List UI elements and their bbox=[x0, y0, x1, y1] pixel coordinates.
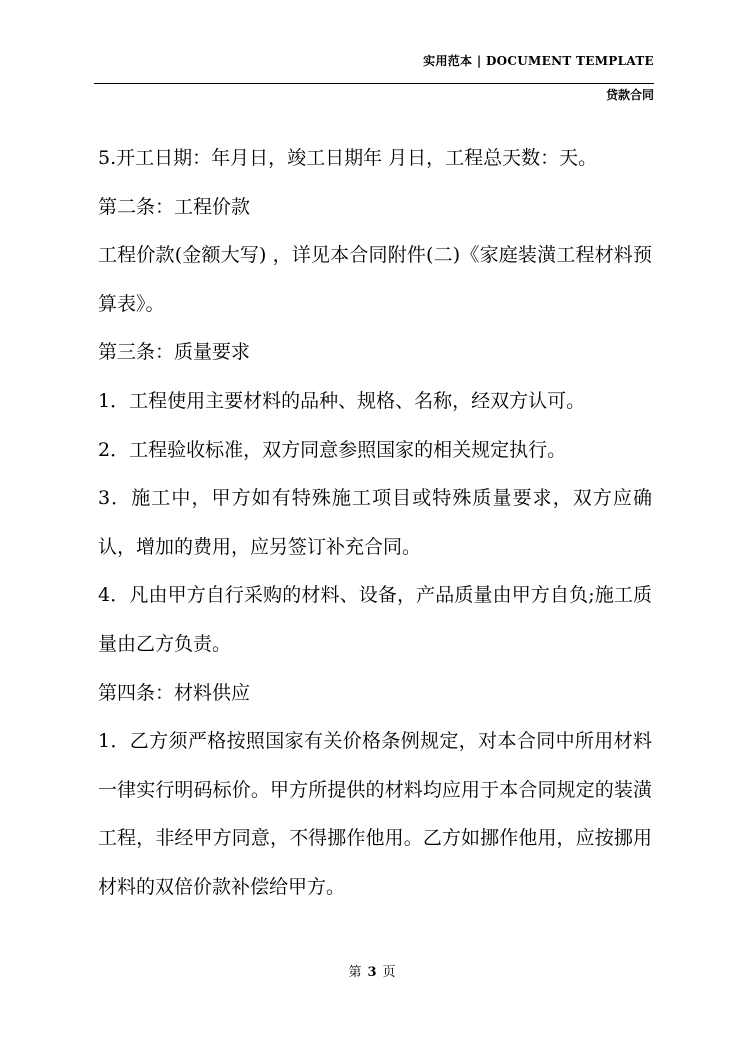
section-heading-price: 第二条：工程价款 bbox=[98, 195, 251, 218]
paragraph-start-date: 5.开工日期：年月日，竣工日期年 月日，工程总天数：天。 bbox=[98, 147, 598, 169]
paragraph-quality-2: 2．工程验收标准，双方同意参照国家的相关规定执行。 bbox=[98, 438, 567, 461]
page-number-prefix: 第 bbox=[348, 965, 362, 980]
paragraph-price: 工程价款(金额大写) ，详见本合同附件(二)《家庭装潢工程材料预算表》。 bbox=[98, 244, 652, 315]
page-number: 3 bbox=[367, 965, 377, 980]
paragraph-quality-1: 1．工程使用主要材料的品种、规格、名称，经双方认可。 bbox=[98, 389, 586, 412]
page-header bbox=[94, 40, 654, 120]
section-heading-materials: 第四条：材料供应 bbox=[98, 681, 251, 704]
page-footer bbox=[0, 961, 744, 980]
paragraph-quality-3: 3．施工中，甲方如有特殊施工项目或特殊质量要求，双方应确认，增加的费用，应另签订补充合同。 bbox=[98, 487, 652, 558]
paragraph-quality-4: 4．凡由甲方自行采购的材料、设备，产品质量由甲方自负;施工质量由乙方负责。 bbox=[98, 584, 652, 655]
header-subtitle: 贷款合同 bbox=[605, 88, 654, 102]
header-divider bbox=[94, 83, 654, 84]
header-title: 实用范本 | DOCUMENT TEMPLATE bbox=[423, 54, 654, 68]
page-number-suffix: 页 bbox=[382, 965, 396, 980]
document-body bbox=[98, 134, 652, 912]
paragraph-materials-1: 1．乙方须严格按照国家有关价格条例规定，对本合同中所用材料一律实行明码标价。甲方所提供的材料均应用于本合同规定的装潢工程，非经甲方同意，不得挪作他用。乙方如挪作他用，应按挪用材料的双倍价款补偿给甲方。 bbox=[98, 730, 652, 898]
section-heading-quality: 第三条：质量要求 bbox=[98, 341, 251, 364]
